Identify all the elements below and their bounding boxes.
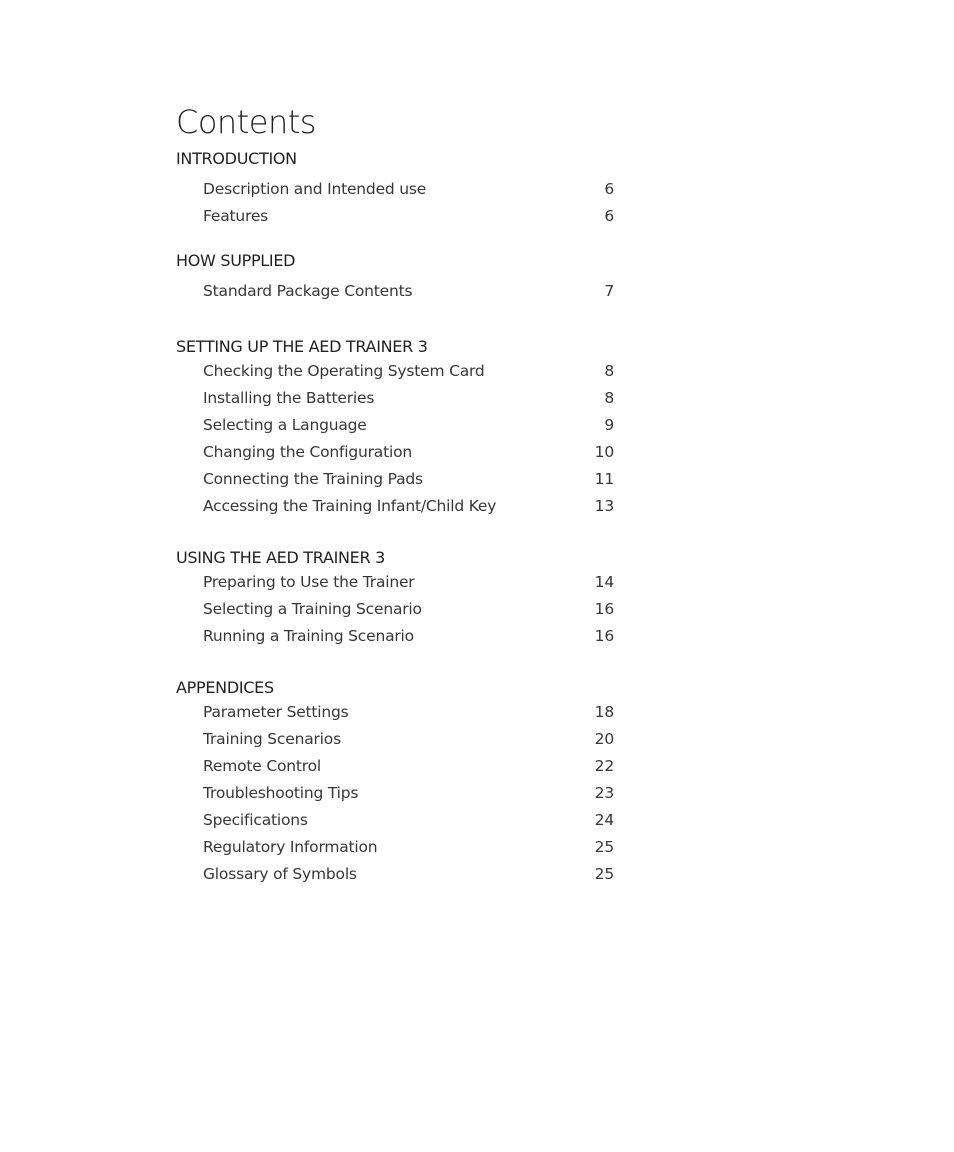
toc-entry[interactable] (176, 699, 616, 726)
entry-page-number: 16 (594, 600, 614, 618)
entry-page-number: 10 (594, 443, 614, 461)
toc-entry[interactable] (176, 834, 616, 861)
entry-label: Changing the Configuration (203, 443, 412, 461)
entry-label: Training Scenarios (203, 730, 341, 748)
entry-page-number: 9 (604, 416, 614, 434)
section-heading: HOW SUPPLIED (176, 251, 296, 270)
toc-entry[interactable] (176, 493, 616, 520)
entry-page-number: 24 (594, 811, 614, 829)
entry-label: Remote Control (203, 757, 321, 775)
entry-page-number: 23 (594, 784, 614, 802)
section-heading: APPENDICES (176, 678, 274, 697)
entry-page-number: 6 (604, 207, 614, 225)
entry-label: Selecting a Language (203, 416, 367, 434)
entry-label: Parameter Settings (203, 703, 349, 721)
entry-page-number: 22 (594, 757, 614, 775)
entry-list (176, 278, 616, 305)
toc-entry[interactable] (176, 176, 616, 203)
toc-entry[interactable] (176, 807, 616, 834)
section-heading: USING THE AED TRAINER 3 (176, 548, 385, 567)
entry-page-number: 7 (604, 282, 614, 300)
section-heading: SETTING UP THE AED TRAINER 3 (176, 337, 428, 356)
toc-section-setting-up (176, 336, 616, 520)
toc-section-introduction (176, 148, 616, 230)
toc-entry[interactable] (176, 569, 616, 596)
entry-label: Checking the Operating System Card (203, 362, 485, 380)
entry-page-number: 14 (594, 573, 614, 591)
entry-label: Selecting a Training Scenario (203, 600, 422, 618)
entry-page-number: 25 (594, 838, 614, 856)
entry-label: Running a Training Scenario (203, 627, 414, 645)
toc-entry[interactable] (176, 466, 616, 493)
toc-section-how-supplied (176, 250, 616, 305)
toc-section-using (176, 547, 616, 650)
entry-label: Description and Intended use (203, 180, 427, 198)
toc-entry[interactable] (176, 623, 616, 650)
toc-entry[interactable] (176, 780, 616, 807)
toc-entry[interactable] (176, 203, 616, 230)
entry-label: Connecting the Training Pads (203, 470, 423, 488)
entry-label: Features (203, 207, 269, 225)
entry-label: Standard Package Contents (203, 282, 413, 300)
entry-label: Glossary of Symbols (203, 865, 357, 883)
entry-label: Troubleshooting Tips (203, 784, 359, 802)
entry-page-number: 6 (604, 180, 614, 198)
entry-list (176, 176, 616, 230)
entry-list (176, 358, 616, 520)
entry-label: Installing the Batteries (203, 389, 375, 407)
entry-page-number: 8 (604, 362, 614, 380)
entry-label: Preparing to Use the Trainer (203, 573, 415, 591)
entry-page-number: 13 (594, 497, 614, 515)
toc-entry[interactable] (176, 753, 616, 780)
toc-entry[interactable] (176, 358, 616, 385)
entry-list (176, 699, 616, 888)
toc-entry[interactable] (176, 596, 616, 623)
entry-page-number: 16 (594, 627, 614, 645)
table-of-contents (176, 100, 616, 888)
toc-entry[interactable] (176, 278, 616, 305)
entry-label: Accessing the Training Infant/Child Key (203, 497, 497, 515)
toc-entry[interactable] (176, 726, 616, 753)
toc-entry[interactable] (176, 439, 616, 466)
entry-page-number: 8 (604, 389, 614, 407)
entry-page-number: 20 (594, 730, 614, 748)
page-title: Contents (176, 103, 316, 141)
toc-entry[interactable] (176, 861, 616, 888)
entry-label: Specifications (203, 811, 308, 829)
section-heading: INTRODUCTION (176, 149, 297, 168)
toc-entry[interactable] (176, 412, 616, 439)
toc-entry[interactable] (176, 385, 616, 412)
toc-section-appendices (176, 677, 616, 888)
entry-list (176, 569, 616, 650)
entry-page-number: 11 (594, 470, 614, 488)
entry-page-number: 18 (594, 703, 614, 721)
entry-page-number: 25 (594, 865, 614, 883)
entry-label: Regulatory Information (203, 838, 378, 856)
